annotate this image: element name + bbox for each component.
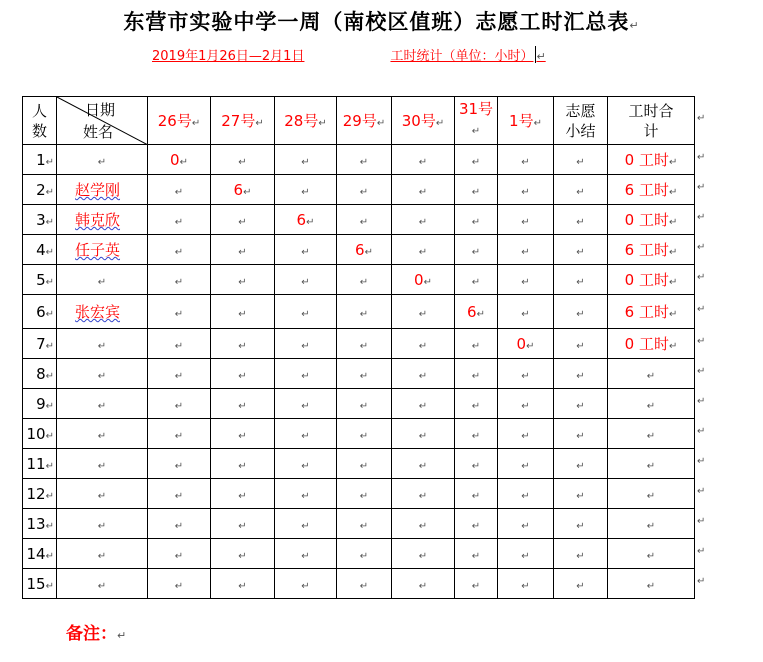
hour-cell[interactable]: ↵ — [148, 295, 211, 329]
hour-cell[interactable]: ↵ — [211, 509, 275, 539]
hour-cell[interactable]: ↵ — [498, 569, 554, 599]
hour-cell[interactable]: ↵ — [275, 175, 337, 205]
row-number[interactable]: 5↵ — [23, 265, 57, 295]
row-end-mark-icon: ↵ — [697, 486, 706, 497]
hour-cell[interactable]: ↵ — [275, 479, 337, 509]
day-header-7: 1号↵ — [498, 97, 554, 145]
hour-cell[interactable]: ↵ — [275, 235, 337, 265]
hour-cell[interactable]: ↵ — [455, 569, 498, 599]
hour-cell[interactable]: ↵ — [148, 205, 211, 235]
hour-cell[interactable]: ↵ — [211, 479, 275, 509]
hour-cell[interactable]: ↵ — [392, 359, 455, 389]
hour-cell[interactable]: ↵ — [392, 569, 455, 599]
hour-cell[interactable]: ↵ — [337, 509, 392, 539]
hour-cell[interactable]: ↵ — [211, 295, 275, 329]
row-number[interactable]: 4↵ — [23, 235, 57, 265]
hour-cell[interactable]: ↵ — [392, 389, 455, 419]
hour-cell[interactable]: ↵ — [337, 479, 392, 509]
day-header-6: 31号↵ — [455, 97, 498, 145]
row-end-mark-icon: ↵ — [697, 546, 706, 557]
hour-cell[interactable]: ↵ — [211, 145, 275, 175]
hour-cell[interactable]: ↵ — [392, 539, 455, 569]
row-end-mark-icon: ↵ — [697, 456, 706, 467]
summary-cell[interactable]: ↵ — [554, 449, 608, 479]
row-end-mark-icon: ↵ — [697, 336, 706, 347]
hour-cell[interactable]: ↵ — [498, 359, 554, 389]
name-cell[interactable]: ↵ — [57, 329, 148, 359]
hour-cell[interactable]: ↵ — [337, 539, 392, 569]
hour-cell[interactable]: ↵ — [148, 539, 211, 569]
summary-cell[interactable]: ↵ — [554, 205, 608, 235]
hour-cell[interactable]: ↵ — [392, 205, 455, 235]
row-number[interactable]: 6↵ — [23, 295, 57, 329]
hour-cell[interactable]: ↵ — [211, 235, 275, 265]
row-end-mark-icon: ↵ — [697, 242, 706, 253]
table-row — [23, 359, 695, 389]
row-end-mark-icon: ↵ — [697, 152, 706, 163]
total-cell[interactable]: 0 工时↵ — [608, 145, 695, 175]
hour-cell[interactable]: ↵ — [498, 509, 554, 539]
hour-cell[interactable]: ↵ — [275, 449, 337, 479]
total-cell[interactable]: ↵ — [608, 479, 695, 509]
hour-cell[interactable]: ↵ — [211, 389, 275, 419]
hour-cell[interactable]: ↵ — [498, 205, 554, 235]
hour-cell[interactable]: ↵ — [148, 329, 211, 359]
count-header: 人 数 — [23, 97, 57, 145]
table-row — [23, 235, 695, 265]
row-number[interactable]: 3↵ — [23, 205, 57, 235]
hour-cell[interactable]: ↵ — [455, 449, 498, 479]
name-cell[interactable]: ↵ — [57, 569, 148, 599]
hour-cell[interactable]: ↵ — [392, 479, 455, 509]
hour-cell[interactable]: ↵ — [148, 359, 211, 389]
name-cell[interactable]: ↵ — [57, 359, 148, 389]
date-label: 日期 — [85, 101, 116, 119]
table-row — [23, 329, 695, 359]
hour-cell[interactable]: ↵ — [455, 419, 498, 449]
hour-cell[interactable]: 0↵ — [498, 329, 554, 359]
hour-cell[interactable]: 0↵ — [392, 265, 455, 295]
hour-cell[interactable]: ↵ — [211, 359, 275, 389]
hour-cell[interactable]: ↵ — [455, 329, 498, 359]
row-end-mark-icon: ↵ — [697, 576, 706, 587]
hour-cell[interactable]: ↵ — [148, 479, 211, 509]
unit-text: 工时统计（单位：小时） — [390, 49, 534, 64]
summary-cell[interactable]: ↵ — [554, 569, 608, 599]
hour-cell[interactable]: ↵ — [337, 329, 392, 359]
hour-cell[interactable]: ↵ — [275, 539, 337, 569]
total-cell[interactable]: 0 工时↵ — [608, 265, 695, 295]
hour-cell[interactable]: ↵ — [498, 175, 554, 205]
name-cell[interactable]: ↵ — [57, 479, 148, 509]
table-row — [23, 265, 695, 295]
name-cell[interactable]: 张宏宾 — [57, 295, 148, 329]
row-number[interactable]: 11↵ — [23, 449, 57, 479]
day-header-1: 26号↵ — [148, 97, 211, 145]
row-number[interactable]: 7↵ — [23, 329, 57, 359]
hour-cell[interactable]: ↵ — [275, 329, 337, 359]
hour-cell[interactable]: ↵ — [455, 389, 498, 419]
hour-cell[interactable]: ↵ — [392, 295, 455, 329]
hour-cell[interactable]: ↵ — [392, 419, 455, 449]
hour-cell[interactable]: 6↵ — [211, 175, 275, 205]
hour-cell[interactable]: ↵ — [275, 265, 337, 295]
row-number[interactable]: 9↵ — [23, 389, 57, 419]
row-number[interactable]: 10↵ — [23, 419, 57, 449]
hour-cell[interactable]: ↵ — [148, 449, 211, 479]
hour-cell[interactable]: ↵ — [337, 175, 392, 205]
summary-cell[interactable]: ↵ — [554, 175, 608, 205]
summary-cell[interactable]: ↵ — [554, 235, 608, 265]
total-cell[interactable]: 6 工时↵ — [608, 295, 695, 329]
row-end-mark-icon: ↵ — [697, 113, 706, 124]
hour-cell[interactable]: 6↵ — [275, 205, 337, 235]
name-cell[interactable]: ↵ — [57, 265, 148, 295]
hour-cell[interactable]: 6↵ — [337, 235, 392, 265]
hour-cell[interactable]: ↵ — [455, 509, 498, 539]
hour-cell[interactable]: ↵ — [498, 449, 554, 479]
hour-cell[interactable]: ↵ — [337, 205, 392, 235]
hour-cell[interactable]: ↵ — [498, 145, 554, 175]
hour-cell[interactable]: ↵ — [498, 235, 554, 265]
hour-cell[interactable]: ↵ — [148, 509, 211, 539]
hour-cell[interactable]: ↵ — [337, 265, 392, 295]
total-header: 工时合 计 — [608, 97, 695, 145]
hour-cell[interactable]: ↵ — [498, 539, 554, 569]
row-end-mark-icon: ↵ — [697, 516, 706, 527]
hour-cell[interactable]: 6↵ — [455, 295, 498, 329]
row-number[interactable]: 8↵ — [23, 359, 57, 389]
hour-cell[interactable]: 0↵ — [148, 145, 211, 175]
row-end-mark-icon: ↵ — [697, 396, 706, 407]
summary-header: 志愿 小结 — [554, 97, 608, 145]
summary-cell[interactable]: ↵ — [554, 265, 608, 295]
hour-cell[interactable]: ↵ — [392, 449, 455, 479]
hour-cell[interactable]: ↵ — [498, 479, 554, 509]
table-row — [23, 569, 695, 599]
row-end-mark-icon: ↵ — [697, 182, 706, 193]
hour-cell[interactable]: ↵ — [275, 295, 337, 329]
name-cell[interactable]: ↵ — [57, 419, 148, 449]
paragraph-mark-icon: ↵ — [117, 629, 127, 642]
hour-cell[interactable]: ↵ — [275, 569, 337, 599]
name-cell[interactable]: ↵ — [57, 145, 148, 175]
total-cell[interactable]: ↵ — [608, 509, 695, 539]
hour-cell[interactable]: ↵ — [337, 145, 392, 175]
row-number[interactable]: 12↵ — [23, 479, 57, 509]
name-cell[interactable]: ↵ — [57, 509, 148, 539]
hour-cell[interactable]: ↵ — [337, 295, 392, 329]
hours-table — [22, 96, 695, 599]
day-header-3: 28号↵ — [275, 97, 337, 145]
day-header-2: 27号↵ — [211, 97, 275, 145]
hour-cell[interactable]: ↵ — [455, 175, 498, 205]
day-header-4: 29号↵ — [337, 97, 392, 145]
hour-cell[interactable]: ↵ — [148, 235, 211, 265]
table-row — [23, 205, 695, 235]
hour-cell[interactable]: ↵ — [455, 479, 498, 509]
hour-cell[interactable]: ↵ — [455, 145, 498, 175]
summary-cell[interactable]: ↵ — [554, 419, 608, 449]
name-cell[interactable]: ↵ — [57, 449, 148, 479]
hour-cell[interactable]: ↵ — [337, 569, 392, 599]
row-number[interactable]: 14↵ — [23, 539, 57, 569]
hour-cell[interactable]: ↵ — [148, 569, 211, 599]
row-end-mark-icon: ↵ — [697, 304, 706, 315]
hour-cell[interactable]: ↵ — [498, 389, 554, 419]
total-cell[interactable]: ↵ — [608, 569, 695, 599]
day-header-5: 30号↵ — [392, 97, 455, 145]
hour-cell[interactable]: ↵ — [275, 509, 337, 539]
hour-cell[interactable]: ↵ — [275, 145, 337, 175]
table-row — [23, 175, 695, 205]
name-cell[interactable]: 韩克欣 — [57, 205, 148, 235]
table-row — [23, 389, 695, 419]
hour-cell[interactable]: ↵ — [498, 295, 554, 329]
hour-cell[interactable]: ↵ — [455, 359, 498, 389]
name-cell[interactable]: ↵ — [57, 389, 148, 419]
document-title-text: 东营市实验中学一周（南校区值班）志愿工时汇总表 — [123, 9, 630, 34]
hour-cell[interactable]: ↵ — [455, 265, 498, 295]
hour-cell[interactable]: ↵ — [337, 389, 392, 419]
total-cell[interactable]: 6 工时↵ — [608, 175, 695, 205]
hour-cell[interactable]: ↵ — [392, 509, 455, 539]
hour-cell[interactable]: ↵ — [337, 359, 392, 389]
summary-cell[interactable]: ↵ — [554, 145, 608, 175]
total-cell[interactable]: 0 工时↵ — [608, 329, 695, 359]
hour-cell[interactable]: ↵ — [455, 205, 498, 235]
date-name-header — [57, 97, 148, 145]
total-cell[interactable]: ↵ — [608, 419, 695, 449]
name-cell[interactable]: 任子英 — [57, 235, 148, 265]
hour-cell[interactable]: ↵ — [275, 419, 337, 449]
hour-cell[interactable]: ↵ — [455, 235, 498, 265]
row-number[interactable]: 2↵ — [23, 175, 57, 205]
row-end-mark-icon: ↵ — [697, 366, 706, 377]
table-row — [23, 295, 695, 329]
name-cell[interactable]: 赵学刚 — [57, 175, 148, 205]
table-row — [23, 419, 695, 449]
hour-cell[interactable]: ↵ — [275, 389, 337, 419]
table-row — [23, 479, 695, 509]
summary-cell[interactable]: ↵ — [554, 295, 608, 329]
name-cell[interactable]: ↵ — [57, 539, 148, 569]
row-number[interactable]: 1↵ — [23, 145, 57, 175]
hour-cell[interactable]: ↵ — [337, 419, 392, 449]
row-end-mark-icon: ↵ — [697, 272, 706, 283]
remark-label: 备注：↵ — [66, 624, 127, 644]
table-row — [23, 449, 695, 479]
total-cell[interactable]: ↵ — [608, 389, 695, 419]
hour-cell[interactable]: ↵ — [275, 359, 337, 389]
total-cell[interactable]: 6 工时↵ — [608, 235, 695, 265]
date-range-text: 2019年1月26日—2月1日 — [152, 49, 305, 64]
hour-cell[interactable]: ↵ — [211, 265, 275, 295]
hour-cell[interactable]: ↵ — [148, 265, 211, 295]
summary-cell[interactable]: ↵ — [554, 509, 608, 539]
table-row — [23, 145, 695, 175]
paragraph-mark-icon: ↵ — [536, 50, 546, 63]
hour-cell[interactable]: ↵ — [148, 175, 211, 205]
hour-cell[interactable]: ↵ — [211, 419, 275, 449]
summary-cell[interactable]: ↵ — [554, 479, 608, 509]
hour-cell[interactable]: ↵ — [498, 419, 554, 449]
hour-cell[interactable]: ↵ — [337, 449, 392, 479]
hour-cell[interactable]: ↵ — [392, 175, 455, 205]
table-row — [23, 539, 695, 569]
hour-cell[interactable]: ↵ — [211, 205, 275, 235]
hour-cell[interactable]: ↵ — [392, 145, 455, 175]
total-cell[interactable]: ↵ — [608, 359, 695, 389]
hour-cell[interactable]: ↵ — [498, 265, 554, 295]
hour-cell[interactable]: ↵ — [148, 389, 211, 419]
table-row — [23, 509, 695, 539]
document-subtitle — [152, 45, 546, 64]
hour-cell[interactable]: ↵ — [211, 449, 275, 479]
row-number[interactable]: 15↵ — [23, 569, 57, 599]
summary-cell[interactable]: ↵ — [554, 539, 608, 569]
summary-cell[interactable]: ↵ — [554, 329, 608, 359]
hour-cell[interactable]: ↵ — [148, 419, 211, 449]
total-cell[interactable]: ↵ — [608, 539, 695, 569]
hour-cell[interactable]: ↵ — [211, 569, 275, 599]
row-end-mark-icon: ↵ — [697, 212, 706, 223]
total-cell[interactable]: ↵ — [608, 449, 695, 479]
row-number[interactable]: 13↵ — [23, 509, 57, 539]
hour-cell[interactable]: ↵ — [392, 235, 455, 265]
hour-cell[interactable]: ↵ — [211, 539, 275, 569]
summary-cell[interactable]: ↵ — [554, 359, 608, 389]
hour-cell[interactable]: ↵ — [455, 539, 498, 569]
paragraph-mark-icon: ↵ — [629, 19, 640, 32]
summary-cell[interactable]: ↵ — [554, 389, 608, 419]
hour-cell[interactable]: ↵ — [392, 329, 455, 359]
header-row — [23, 97, 695, 145]
total-cell[interactable]: 0 工时↵ — [608, 205, 695, 235]
document-title — [0, 6, 763, 36]
hour-cell[interactable]: ↵ — [211, 329, 275, 359]
name-label: 姓名 — [83, 123, 114, 141]
row-end-mark-icon: ↵ — [697, 426, 706, 437]
